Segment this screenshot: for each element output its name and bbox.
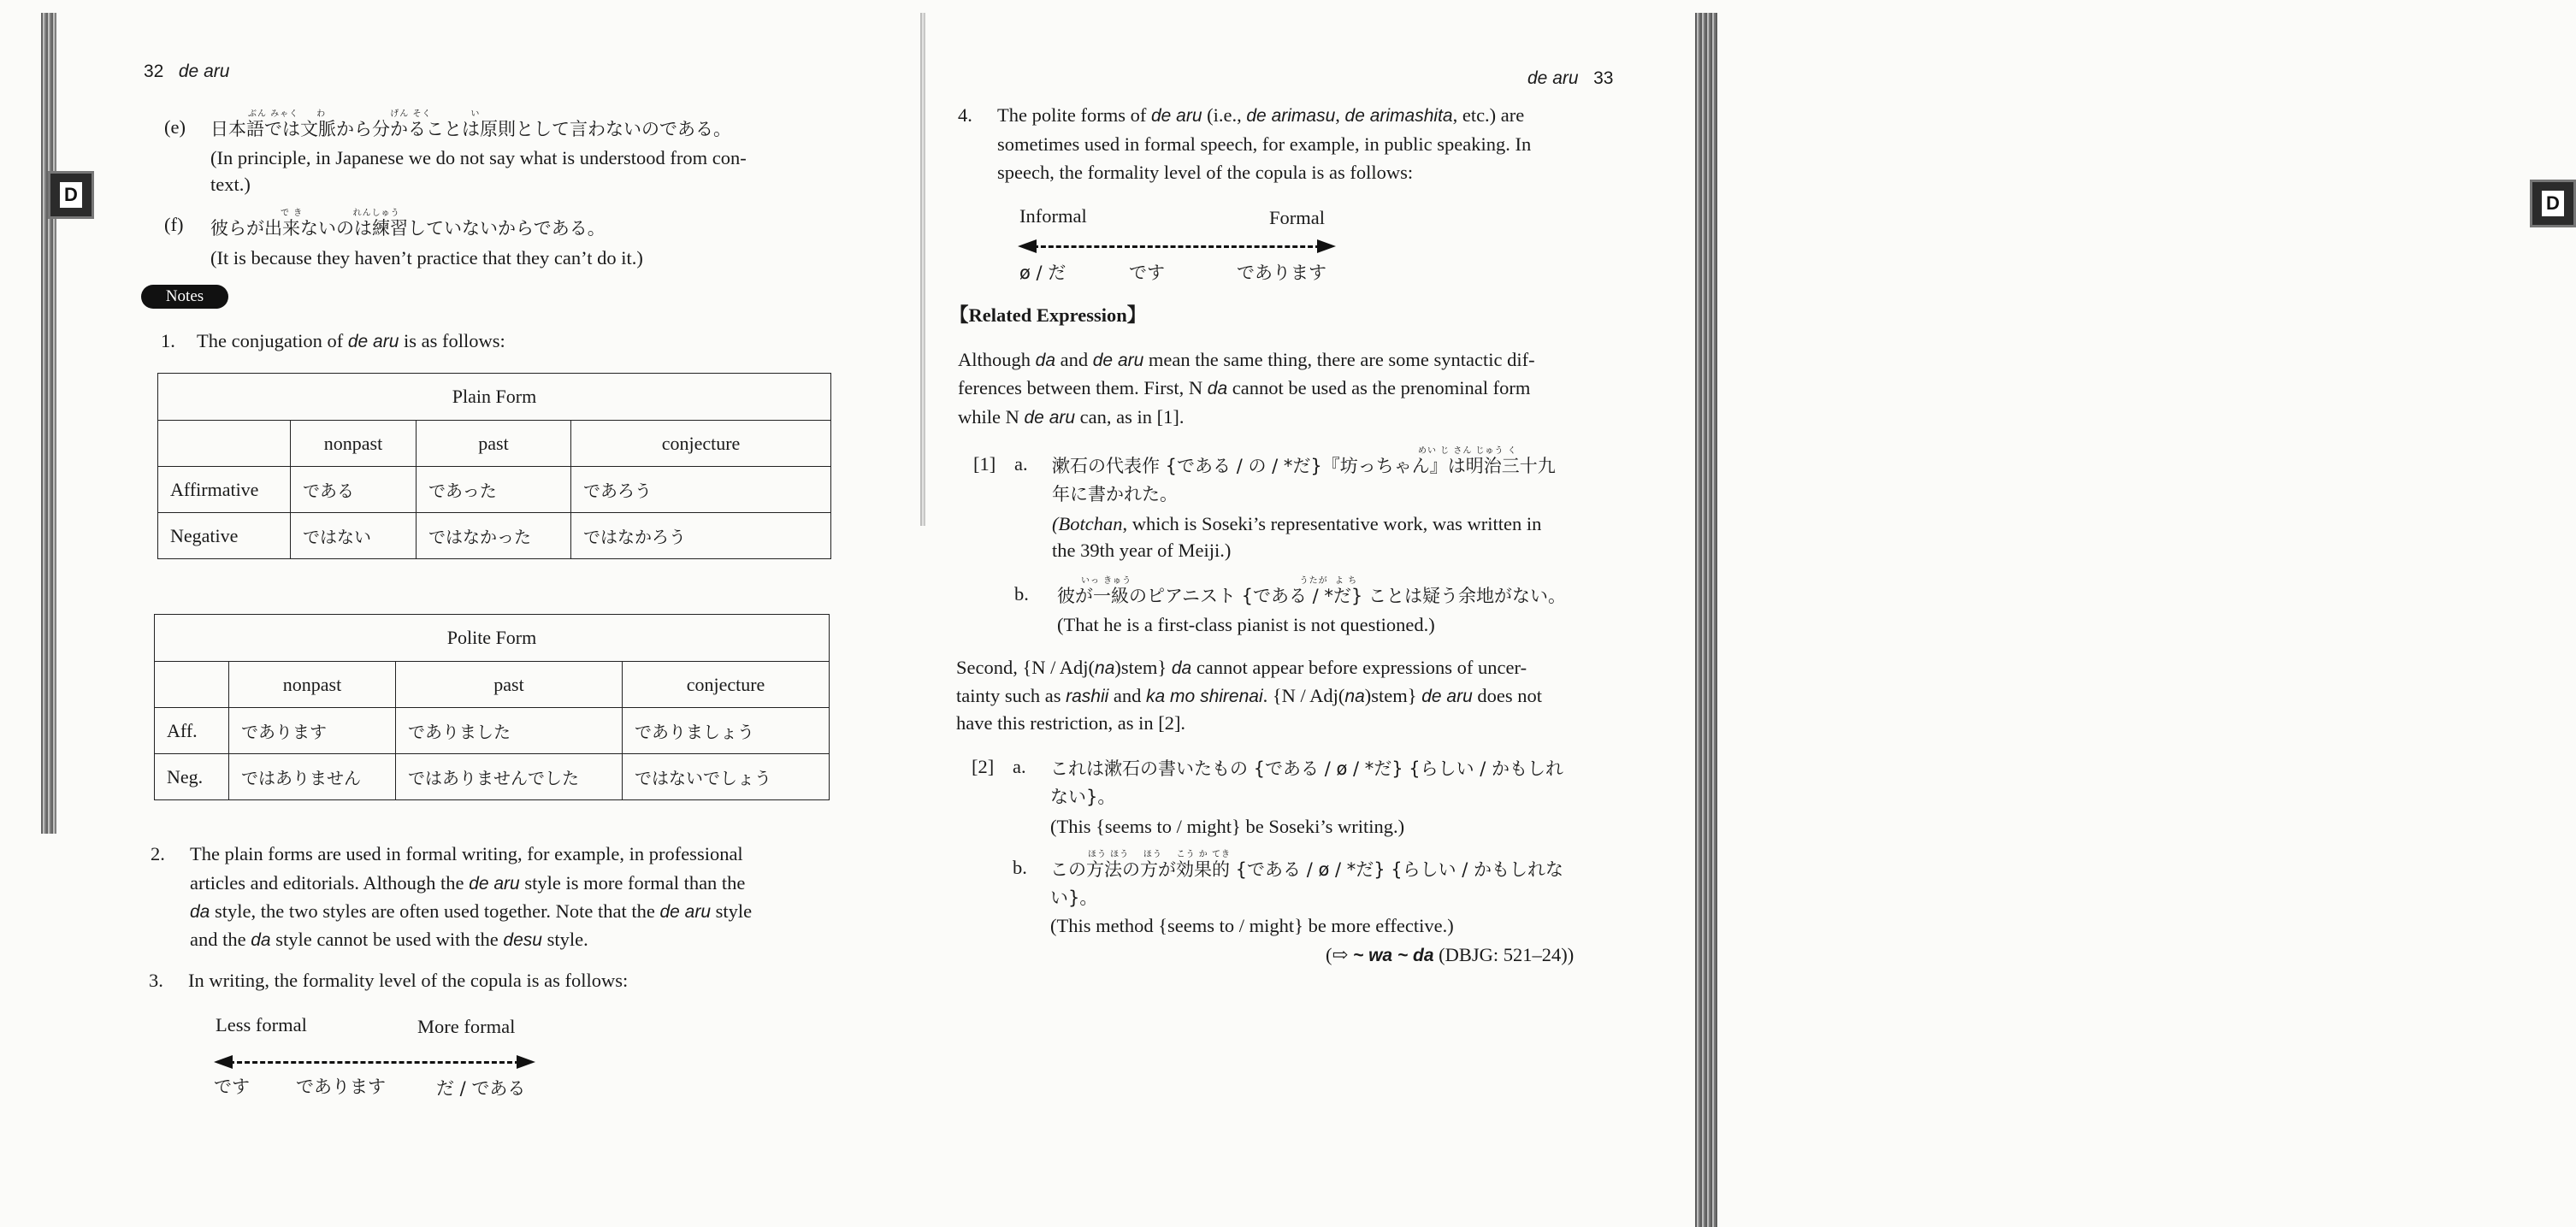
example-1-number: [1] bbox=[973, 453, 996, 475]
example-f-english: (It is because they haven’t practice that they can’t do it.) bbox=[210, 247, 643, 268]
note-4-number: 4. bbox=[958, 104, 972, 126]
table-row bbox=[155, 708, 830, 754]
example-1a-english-2: the 39th year of Meiji.) bbox=[1052, 540, 1232, 561]
example-2a-english: (This {seems to / might} be Soseki’s writing.) bbox=[1050, 816, 1405, 837]
note-1-number: 1. bbox=[161, 330, 175, 351]
furigana: ほう ほう ほう こう か てき bbox=[1088, 850, 1231, 859]
form-zero-da: ø / だ bbox=[1019, 263, 1066, 283]
row-label: Neg. bbox=[155, 754, 229, 800]
thumb-index-tab: D bbox=[2530, 180, 2576, 227]
plain-form-table bbox=[157, 373, 831, 559]
thumb-index-tab: D bbox=[48, 171, 94, 219]
table-corner bbox=[158, 421, 291, 467]
form-de-arimasu: であります bbox=[1237, 263, 1326, 283]
furigana: いっ きゅう うたが よ ち bbox=[1081, 576, 1358, 586]
column-header: nonpast bbox=[229, 662, 396, 708]
right-page bbox=[876, 0, 2560, 1226]
example-e-japanese: 日本語では文脈から分かることは原則として言わないのである。 bbox=[210, 119, 731, 139]
table-cell: ではなかった bbox=[417, 513, 571, 559]
example-e-english-1: (In principle, in Japanese we do not say what is understood from con- bbox=[210, 147, 747, 168]
example-2a-japanese-2: ない}。 bbox=[1050, 787, 1116, 807]
column-header: past bbox=[396, 662, 623, 708]
more-formal-label: More formal bbox=[417, 1016, 516, 1037]
informal-label: Informal bbox=[1019, 205, 1087, 227]
column-header: conjecture bbox=[623, 662, 830, 708]
polite-form-title: Polite Form bbox=[155, 615, 830, 662]
column-header: past bbox=[417, 421, 571, 467]
note-4-line-1: The polite forms of de aru (i.e., de arimasu, de arimashita, etc.) are bbox=[997, 104, 1525, 126]
related-p2-line-2: tainty such as rashii and ka mo shirenai. {N / Adj(na)stem} de aru does not bbox=[956, 685, 1542, 706]
column-header: nonpast bbox=[291, 421, 417, 467]
related-p1-line-2: ferences between them. First, N da cannot be used as the prenominal form bbox=[958, 377, 1531, 398]
table-cell: でありました bbox=[396, 708, 623, 754]
related-p1-line-3: while N de aru can, as in [1]. bbox=[958, 406, 1185, 428]
table-cell: であった bbox=[417, 467, 571, 513]
page-number: 32 bbox=[144, 62, 164, 81]
column-header: conjecture bbox=[571, 421, 831, 467]
table-cell: である bbox=[291, 467, 417, 513]
row-label: Negative bbox=[158, 513, 291, 559]
example-1b-japanese: 彼が一級のピアニスト {である / *だ} ことは疑う余地がない。 bbox=[1057, 586, 1566, 606]
form-desu: です bbox=[214, 1077, 250, 1097]
page-header bbox=[144, 62, 229, 82]
example-2b-japanese-1: この方法の方が効果的 {である / ø / *だ} {らしい / かもしれな bbox=[1050, 859, 1564, 880]
left-page bbox=[0, 0, 876, 1226]
formal-label: Formal bbox=[1269, 207, 1325, 228]
note-3-number: 3. bbox=[149, 970, 163, 991]
table-cell: ではありませんでした bbox=[396, 754, 623, 800]
note-2-line-4: and the da style cannot be used with the desu style. bbox=[190, 929, 588, 950]
example-2b-english: (This method {seems to / might} be more effective.) bbox=[1050, 915, 1454, 936]
example-e-english-2: text.) bbox=[210, 174, 251, 195]
row-label: Affirmative bbox=[158, 467, 291, 513]
furigana: で き れんしゅう bbox=[281, 209, 400, 218]
note-4-line-3: speech, the formality level of the copula is as follows: bbox=[997, 162, 1414, 183]
page-number: 33 bbox=[1593, 68, 1614, 88]
example-2a-label: a. bbox=[1013, 756, 1026, 777]
related-p2-line-3: have this restriction, as in [2]. bbox=[956, 712, 1186, 734]
example-2b-label: b. bbox=[1013, 857, 1027, 878]
table-cell: であろう bbox=[571, 467, 831, 513]
example-e-label: (e) bbox=[164, 116, 186, 138]
page-header bbox=[1527, 68, 1613, 89]
note-2-number: 2. bbox=[151, 843, 165, 864]
example-1a-label: a. bbox=[1014, 453, 1028, 475]
related-expression-heading: 【Related Expression】 bbox=[949, 304, 1147, 326]
form-desu: です bbox=[1129, 263, 1165, 283]
note-2-line-1: The plain forms are used in formal writing, for example, in professional bbox=[190, 843, 743, 864]
example-f-label: (f) bbox=[164, 214, 184, 235]
formality-arrow bbox=[214, 1053, 535, 1071]
related-p1-line-1: Although da and de aru mean the same thing, there are some syntactic dif- bbox=[958, 349, 1535, 370]
note-4-line-2: sometimes used in formal speech, for example, in public speaking. In bbox=[997, 133, 1532, 155]
note-2-line-2: articles and editorials. Although the de aru style is more formal than the bbox=[190, 872, 746, 894]
formality-arrow bbox=[1018, 238, 1336, 255]
table-corner bbox=[155, 662, 229, 708]
example-1b-label: b. bbox=[1014, 583, 1029, 605]
polite-form-table bbox=[154, 614, 830, 800]
less-formal-label: Less formal bbox=[216, 1014, 307, 1035]
note-3-text: In writing, the formality level of the copula is as follows: bbox=[188, 970, 629, 991]
note-2-line-3: da style, the two styles are often used together. Note that the de aru style bbox=[190, 900, 753, 922]
table-cell: ではなかろう bbox=[571, 513, 831, 559]
furigana: めい じ さん じゅう く bbox=[1418, 446, 1517, 456]
note-1-text: The conjugation of de aru is as follows: bbox=[197, 330, 505, 351]
example-2a-japanese-1: これは漱石の書いたもの {である / ø / *だ} {らしい / かもしれ bbox=[1050, 758, 1564, 779]
row-label: Aff. bbox=[155, 708, 229, 754]
example-1a-japanese-1: 漱石の代表作 {である / の / *だ}『坊っちゃん』は明治三十九 bbox=[1052, 456, 1556, 476]
notes-badge: Notes bbox=[141, 285, 228, 309]
example-1a-japanese-2: 年に書かれた。 bbox=[1052, 484, 1178, 504]
cross-reference: (⇨ ~ wa ~ da (DBJG: 521–24)) bbox=[1326, 944, 1575, 965]
table-row bbox=[158, 513, 831, 559]
example-2b-japanese-2: い}。 bbox=[1050, 888, 1098, 908]
table-row bbox=[158, 467, 831, 513]
table-cell: であります bbox=[229, 708, 396, 754]
form-de-arimasu: であります bbox=[296, 1077, 386, 1097]
table-cell: ではありません bbox=[229, 754, 396, 800]
example-1b-english: (That he is a first-class pianist is not questioned.) bbox=[1057, 614, 1435, 635]
table-cell: ではないでしょう bbox=[623, 754, 830, 800]
table-cell: ではない bbox=[291, 513, 417, 559]
table-cell: でありましょう bbox=[623, 708, 830, 754]
example-f-japanese: 彼らが出来ないのは練習していないからである。 bbox=[210, 218, 606, 239]
example-1a-english-1: (Botchan, which is Soseki’s representative work, was written in bbox=[1052, 513, 1542, 534]
plain-form-title: Plain Form bbox=[158, 374, 831, 421]
running-head: de aru bbox=[178, 62, 230, 81]
example-2-number: [2] bbox=[972, 756, 995, 777]
running-head: de aru bbox=[1527, 68, 1579, 88]
furigana: ぶん みゃく わ げん そく い bbox=[248, 109, 481, 119]
table-row bbox=[155, 754, 830, 800]
form-da-de-aru: だ / である bbox=[436, 1078, 526, 1099]
related-p2-line-1: Second, {N / Adj(na)stem} da cannot appear before expressions of uncer- bbox=[956, 657, 1527, 678]
